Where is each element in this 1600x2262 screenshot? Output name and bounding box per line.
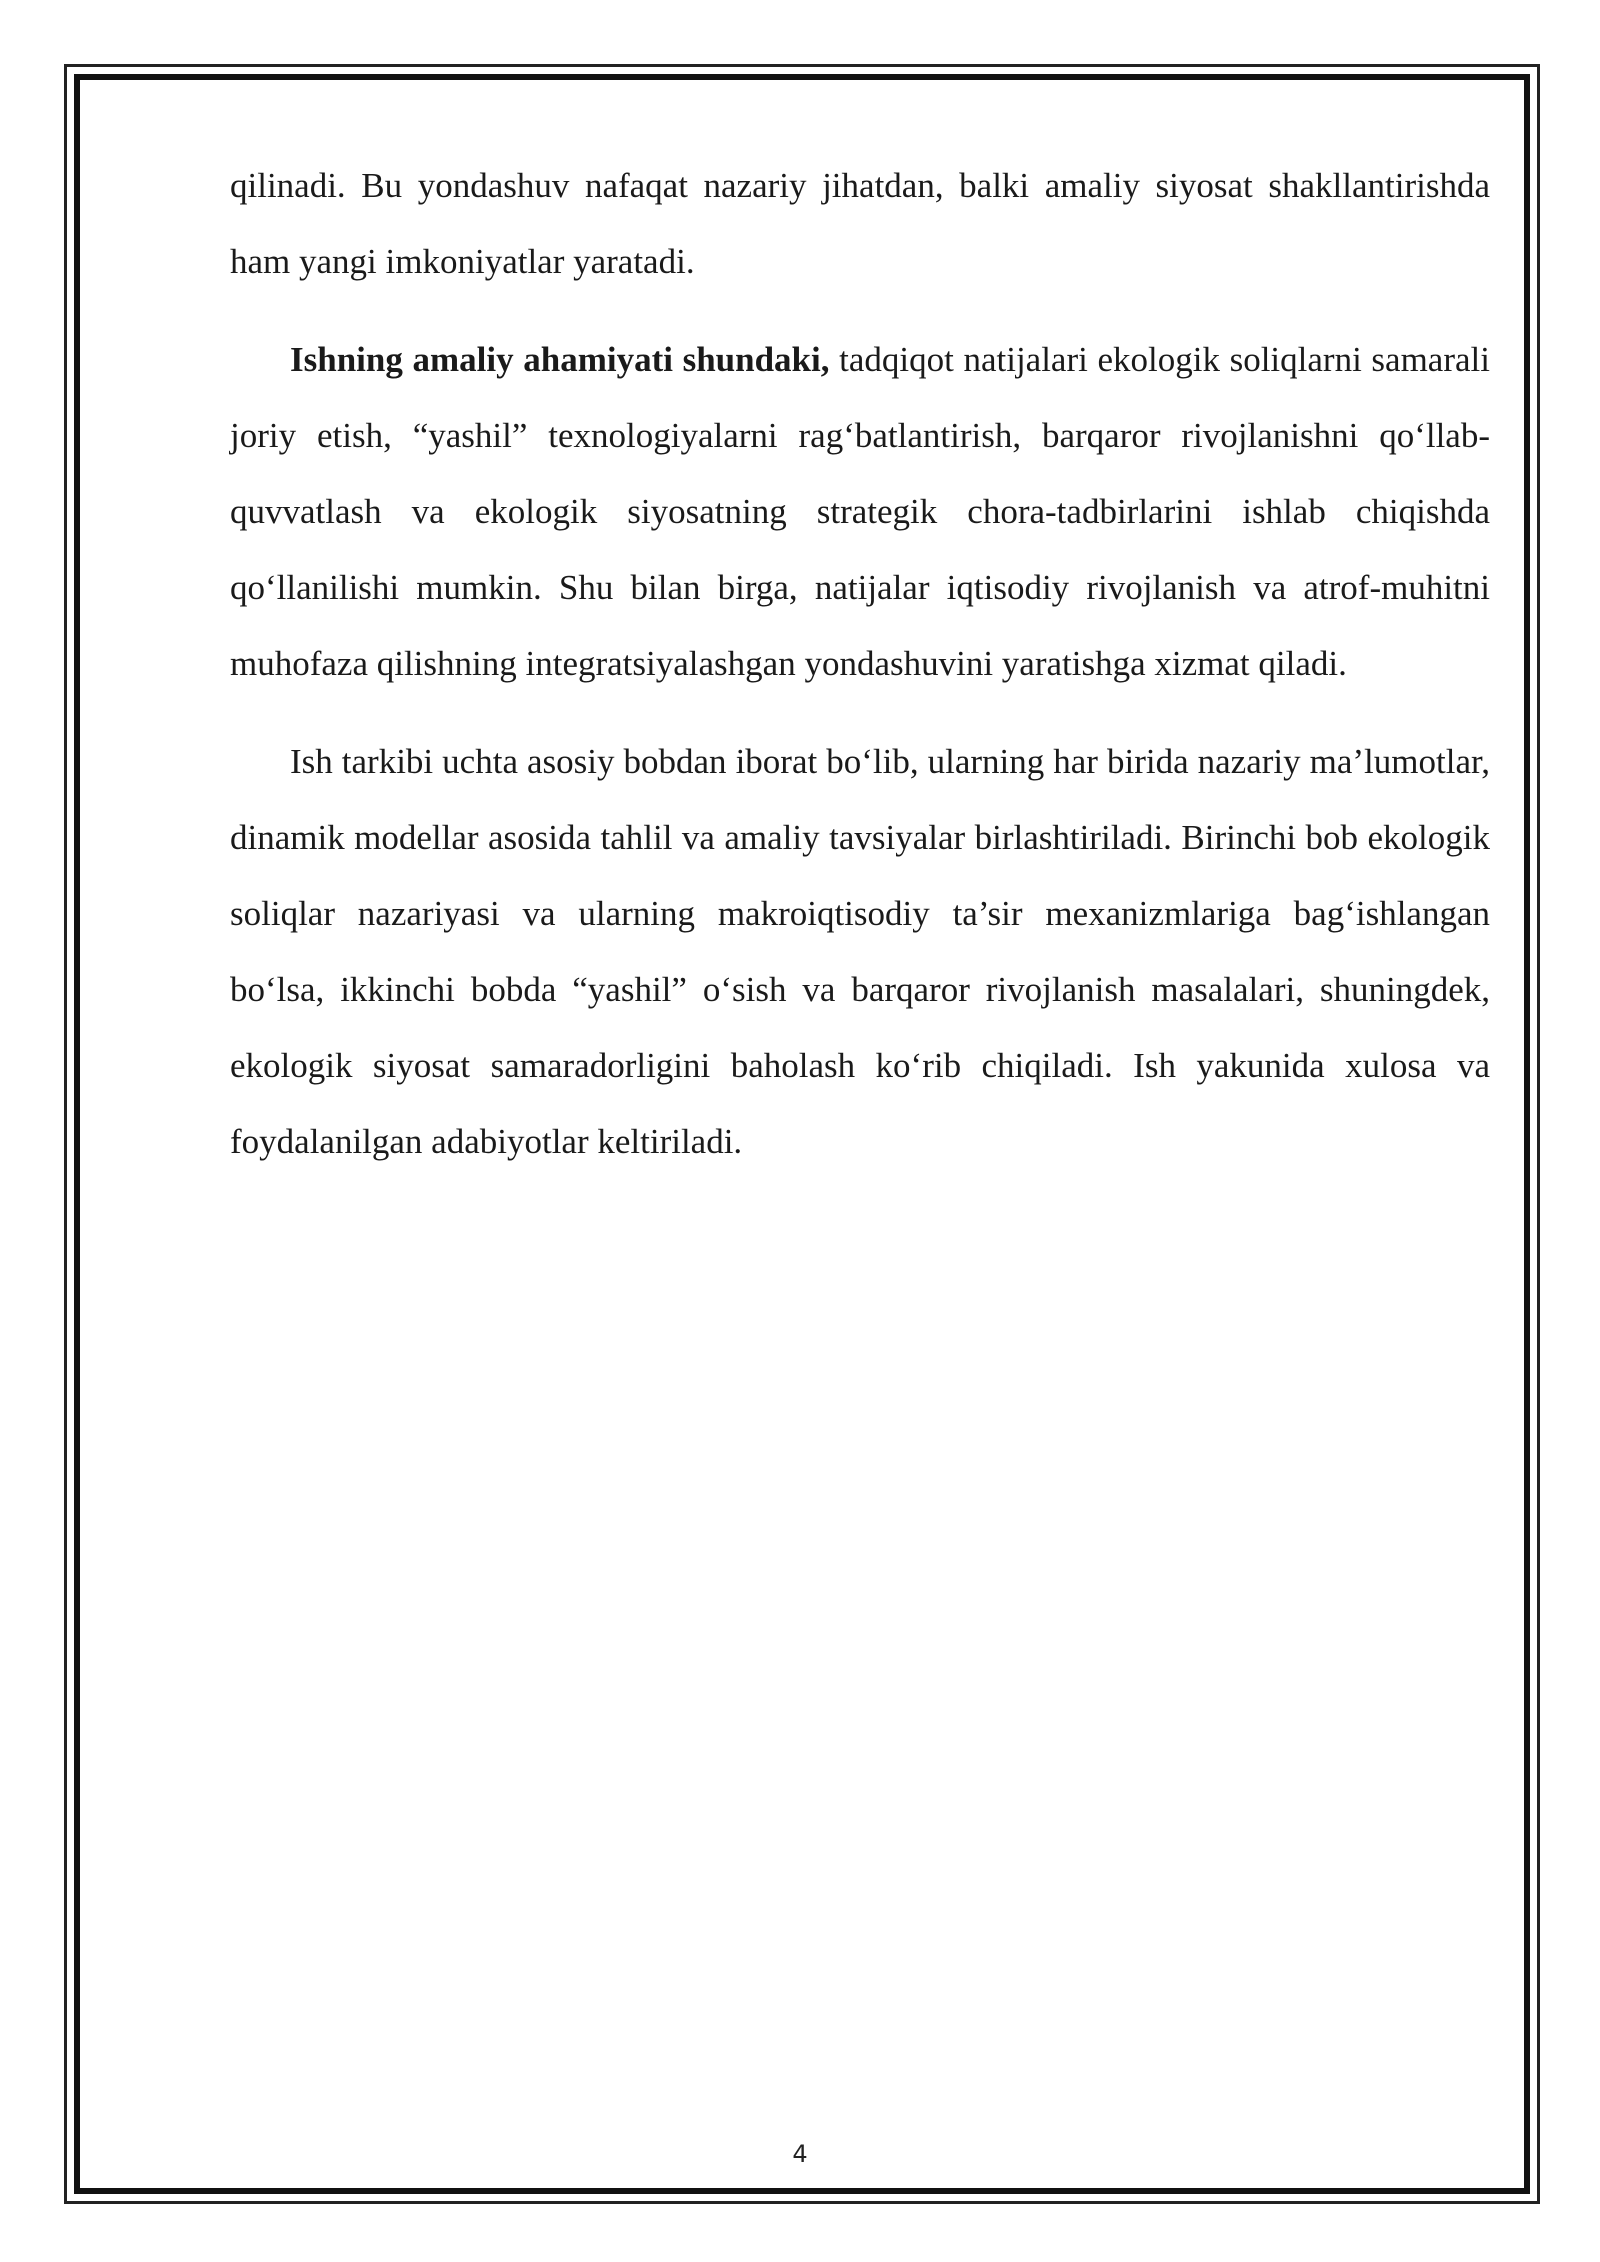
paragraph-practical-significance [230, 322, 1490, 702]
paragraph-text: tadqiqot natijalari ekologik soliqlarni samarali joriy etish, “yashil” texnologiyalarni rag‘batlantirish, barqaror rivojlanishni qo‘llab-quvvatlash va ekologik siyosatning strategik chora-tadbirlarini ishlab chiqishda qo‘llanilishi mumkin. Shu bilan birga, natijalar iqtisodiy rivojlanish va atrof-muhitni muhofaza qilishning integratsiyalashgan yondashuvini yaratishga xizmat qiladi. [230, 340, 1490, 683]
paragraph-text: Ish tarkibi uchta asosiy bobdan iborat bo‘lib, ularning har birida nazariy ma’lumotlar, dinamik modellar asosida tahlil va amaliy tavsiyalar birlashtiriladi. Birinchi bob ekologik soliqlar nazariyasi va ularning makroiqtisodiy ta’sir mexanizmlariga bag‘ishlangan bo‘lsa, ikkinchi bobda “yashil” o‘sish va barqaror rivojlanish masalalari, shuningdek, ekologik siyosat samaradorligini baholash ko‘rib chiqiladi. Ish yakunida xulosa va foydalanilgan adabiyotlar keltiriladi. [230, 742, 1490, 1161]
paragraph-text: qilinadi. Bu yondashuv nafaqat nazariy jihatdan, balki amaliy siyosat shakllantirishda ham yangi imkoniyatlar yaratadi. [230, 166, 1490, 281]
paragraph-structure [230, 724, 1490, 1180]
paragraph-bold-lead: Ishning amaliy ahamiyati shundaki, [290, 340, 830, 379]
document-body [230, 148, 1490, 1202]
page-number: 4 [792, 2140, 808, 2168]
paragraph-continuation [230, 148, 1490, 300]
